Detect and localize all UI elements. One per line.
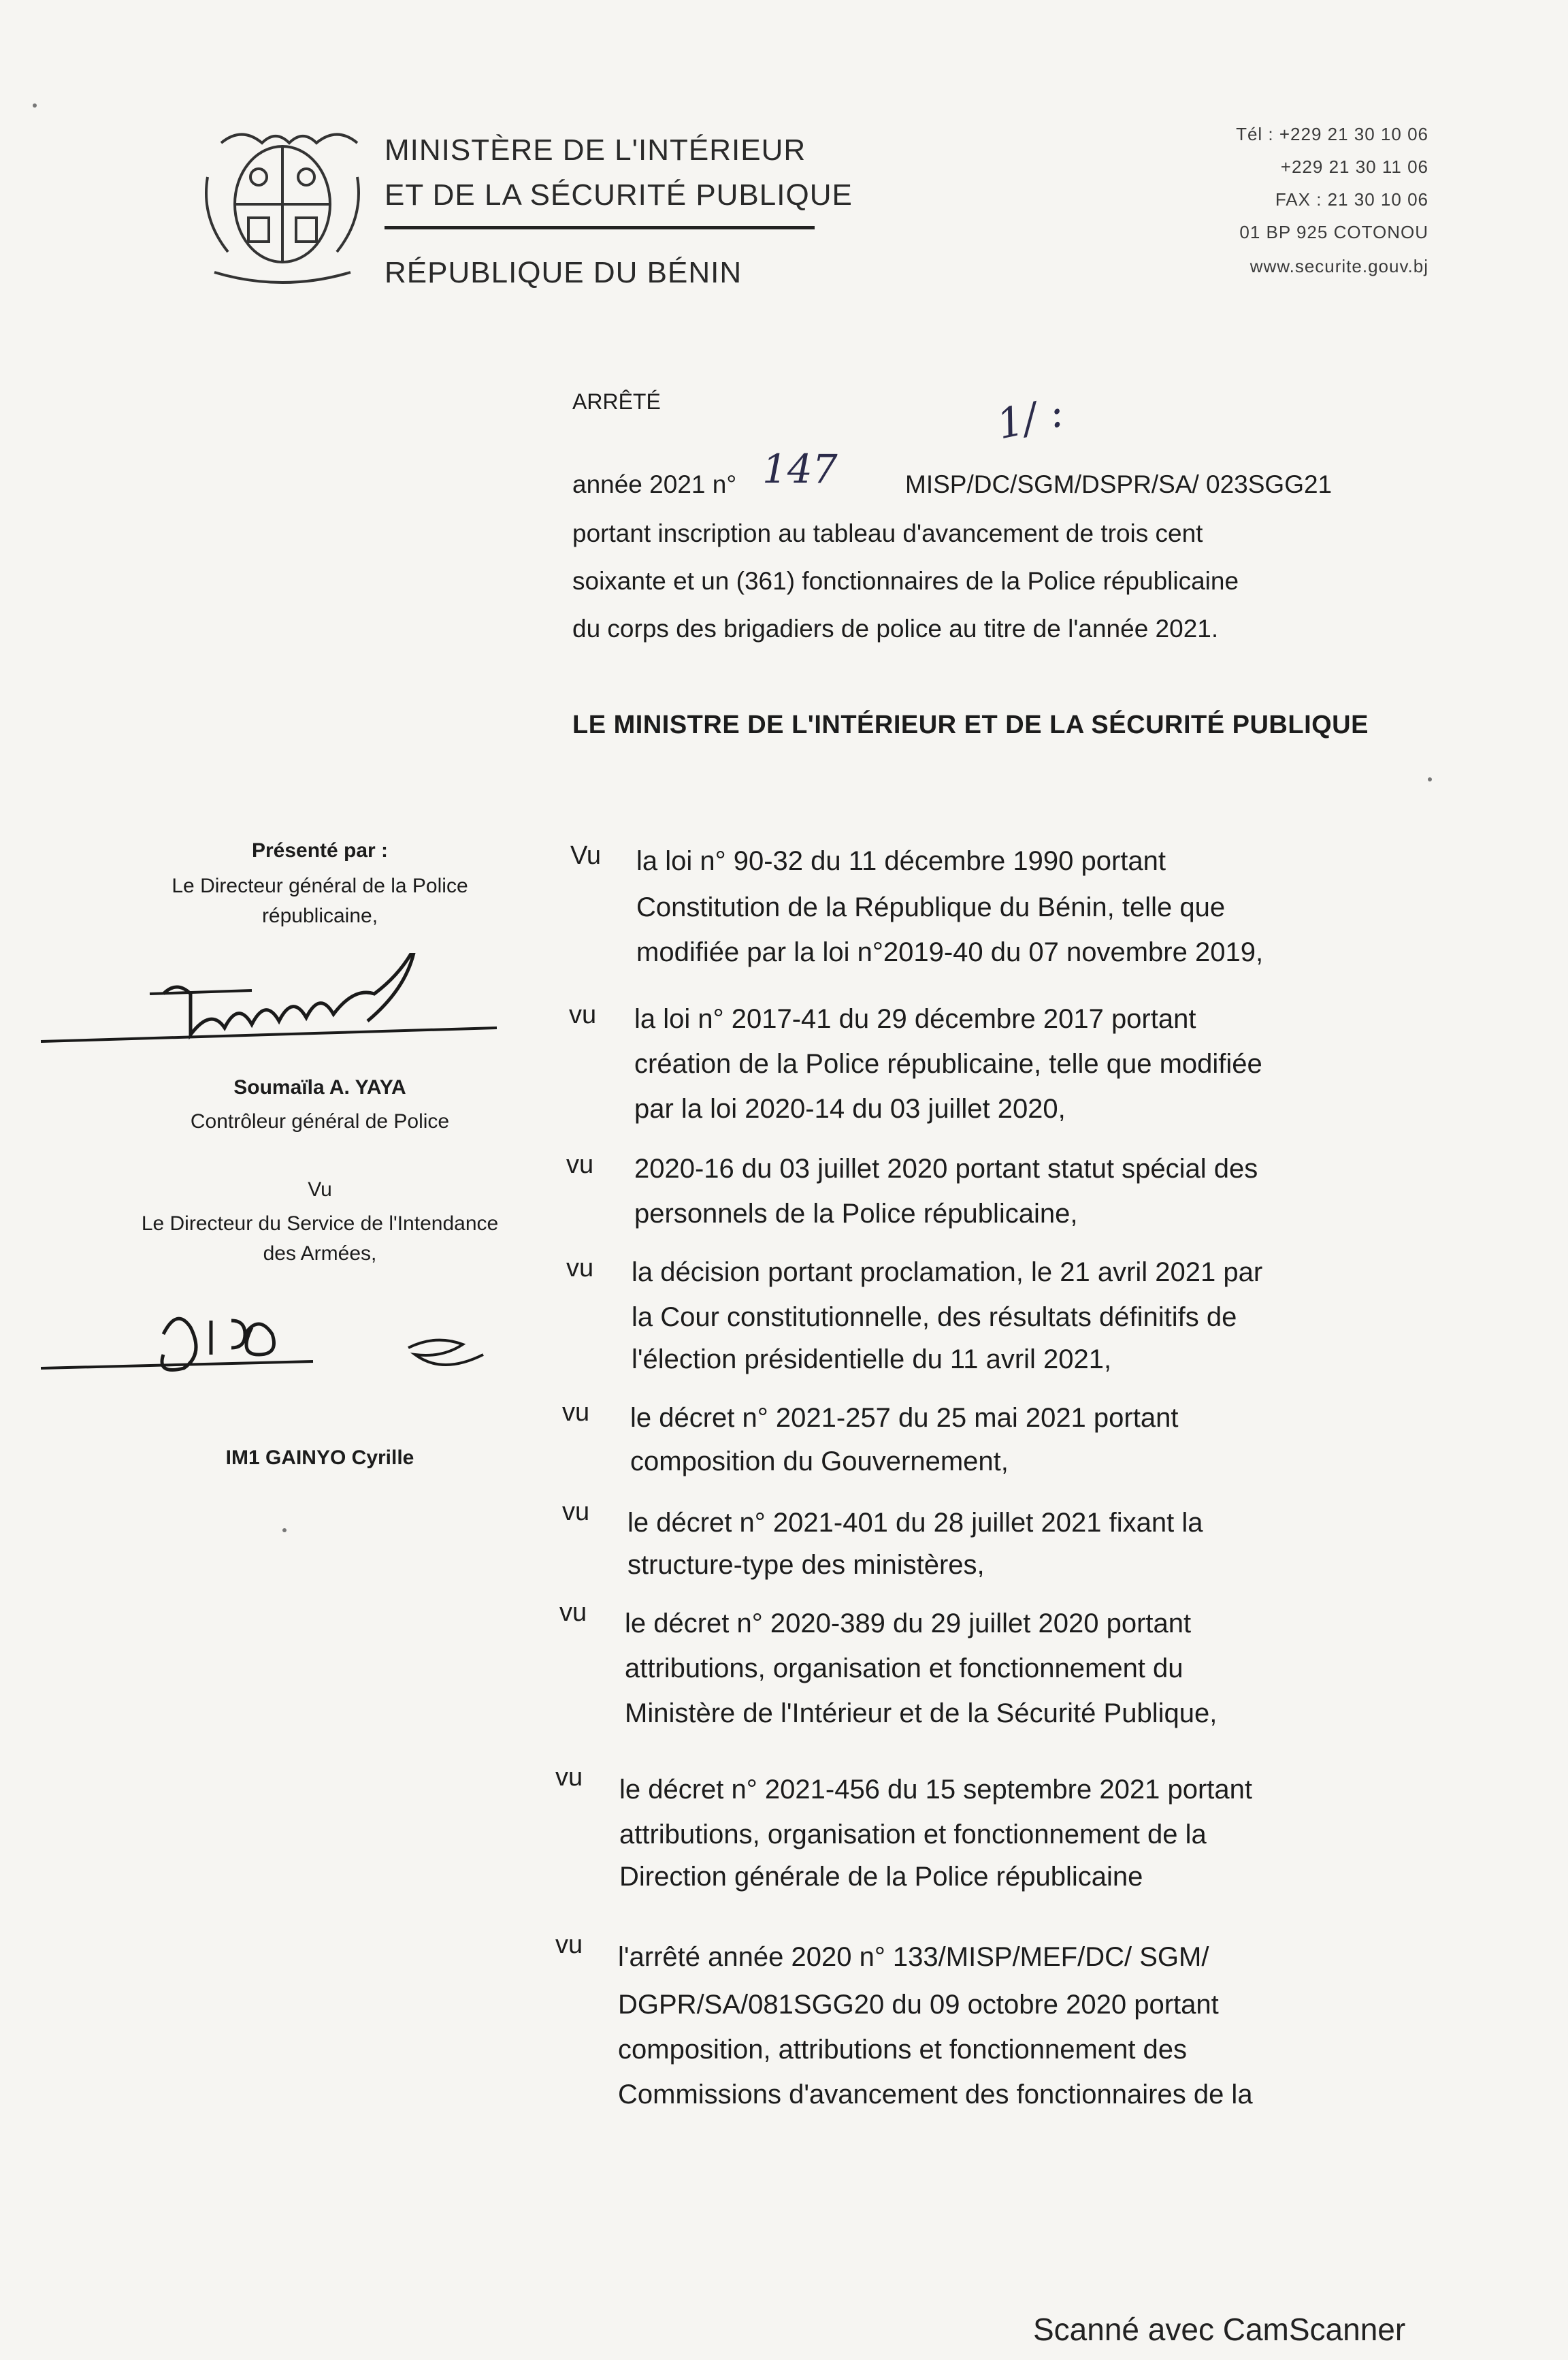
contact-website: www.securite.gouv.bj	[1250, 256, 1428, 276]
vu-line: le décret n° 2021-456 du 15 septembre 2021 portant	[619, 1775, 1252, 1805]
contact-phone-1: Tél : +229 21 30 10 06	[1236, 124, 1428, 144]
vu-line: composition du Gouvernement,	[630, 1446, 1009, 1476]
presenter-title-line: républicaine,	[261, 905, 378, 927]
vu-line: la Cour constitutionnelle, des résultats définitifs de	[632, 1302, 1237, 1332]
arrete-number-prefix: année 2021 n°	[572, 470, 737, 498]
vu-line: l'arrêté année 2020 n° 133/MISP/MEF/DC/ SGM/	[618, 1942, 1209, 1972]
scan-speck	[33, 103, 37, 108]
second-name: IM1 GAINYO Cyrille	[225, 1446, 414, 1469]
vu-line: Ministère de l'Intérieur et de la Sécurité Publique,	[625, 1698, 1218, 1728]
vu-line: la loi n° 2017-41 du 29 décembre 2017 portant	[634, 1004, 1196, 1034]
vu-line: la loi n° 90-32 du 11 décembre 1990 portant	[636, 846, 1166, 876]
vu-line: attributions, organisation et fonctionnement du	[625, 1653, 1183, 1683]
ministry-name-line1: MINISTÈRE DE L'INTÉRIEUR	[385, 133, 806, 167]
ministry-name-line2: ET DE LA SÉCURITÉ PUBLIQUE	[385, 178, 853, 212]
vu-marker: vu	[555, 1763, 583, 1792]
intendance-signature	[27, 1293, 531, 1395]
vu-marker: vu	[566, 1150, 594, 1179]
vu-line: création de la Police républicaine, telle que modifiée	[634, 1049, 1262, 1079]
presenter-name: Soumaïla A. YAYA	[233, 1076, 406, 1099]
handwritten-arrete-number: 147	[762, 446, 838, 492]
contact-fax: FAX : 21 30 10 06	[1275, 189, 1428, 210]
vu-line: personnels de la Police républicaine,	[634, 1199, 1078, 1229]
vu-line: le décret n° 2021-401 du 28 juillet 2021 fixant la	[627, 1508, 1203, 1538]
vu-marker: vu	[562, 1398, 590, 1427]
vu-marker: vu	[562, 1498, 590, 1526]
minister-heading: LE MINISTRE DE L'INTÉRIEUR ET DE LA SÉCURITÉ PUBLIQUE	[572, 711, 1369, 739]
vu-line: le décret n° 2020-389 du 29 juillet 2020 portant	[625, 1609, 1192, 1638]
subject-line: du corps des brigadiers de police au titre de l'année 2021.	[572, 615, 1219, 643]
subject-line: soixante et un (361) fonctionnaires de la Police républicaine	[572, 567, 1239, 595]
vu-line: par la loi 2020-14 du 03 juillet 2020,	[634, 1094, 1066, 1124]
country-name: RÉPUBLIQUE DU BÉNIN	[385, 256, 742, 289]
second-vu-label: Vu	[308, 1178, 332, 1201]
header-divider	[385, 226, 815, 229]
vu-line: l'élection présidentielle du 11 avril 2021,	[632, 1344, 1112, 1374]
vu-line: modifiée par la loi n°2019-40 du 07 novembre 2019,	[636, 937, 1264, 967]
contact-address: 01 BP 925 COTONOU	[1239, 222, 1428, 242]
scan-speck	[282, 1528, 287, 1532]
camscanner-watermark: Scanné avec CamScanner	[1033, 2312, 1406, 2347]
vu-line: attributions, organisation et fonctionnement de la	[619, 1820, 1207, 1849]
vu-marker: vu	[566, 1254, 594, 1282]
vu-marker: vu	[555, 1930, 583, 1959]
arrete-reference: MISP/DC/SGM/DSPR/SA/ 023SGG21	[905, 470, 1333, 498]
handwritten-mark: 1/ :	[992, 388, 1068, 449]
vu-line: composition, attributions et fonctionnement des	[618, 2035, 1188, 2065]
presenter-signature	[27, 953, 531, 1069]
presenter-title-line: Le Directeur général de la Police	[172, 875, 468, 897]
scan-speck	[1428, 777, 1432, 781]
vu-line: la décision portant proclamation, le 21 avril 2021 par	[632, 1257, 1263, 1287]
vu-marker: vu	[559, 1598, 587, 1627]
vu-line: Direction générale de la Police républicaine	[619, 1862, 1143, 1892]
contact-phone-2: +229 21 30 11 06	[1280, 157, 1428, 177]
vu-line: Commissions d'avancement des fonctionnaires de la	[618, 2080, 1253, 2110]
presenter-rank: Contrôleur général de Police	[190, 1110, 450, 1133]
vu-line: Constitution de la République du Bénin, telle que	[636, 892, 1226, 922]
vu-marker: Vu	[570, 841, 602, 870]
second-title-line: Le Directeur du Service de l'Intendance	[141, 1212, 499, 1235]
document-type: ARRÊTÉ	[572, 389, 661, 414]
presented-by-label: Présenté par :	[251, 839, 389, 862]
vu-marker: vu	[569, 1001, 597, 1029]
coat-of-arms-emblem	[194, 116, 371, 293]
second-title-line: des Armées,	[263, 1242, 377, 1265]
vu-line: le décret n° 2021-257 du 25 mai 2021 portant	[630, 1403, 1179, 1433]
vu-line: structure-type des ministères,	[627, 1550, 985, 1580]
vu-line: DGPR/SA/081SGG20 du 09 octobre 2020 portant	[618, 1990, 1219, 2020]
vu-line: 2020-16 du 03 juillet 2020 portant statut spécial des	[634, 1154, 1258, 1184]
subject-line: portant inscription au tableau d'avancement de trois cent	[572, 519, 1203, 547]
